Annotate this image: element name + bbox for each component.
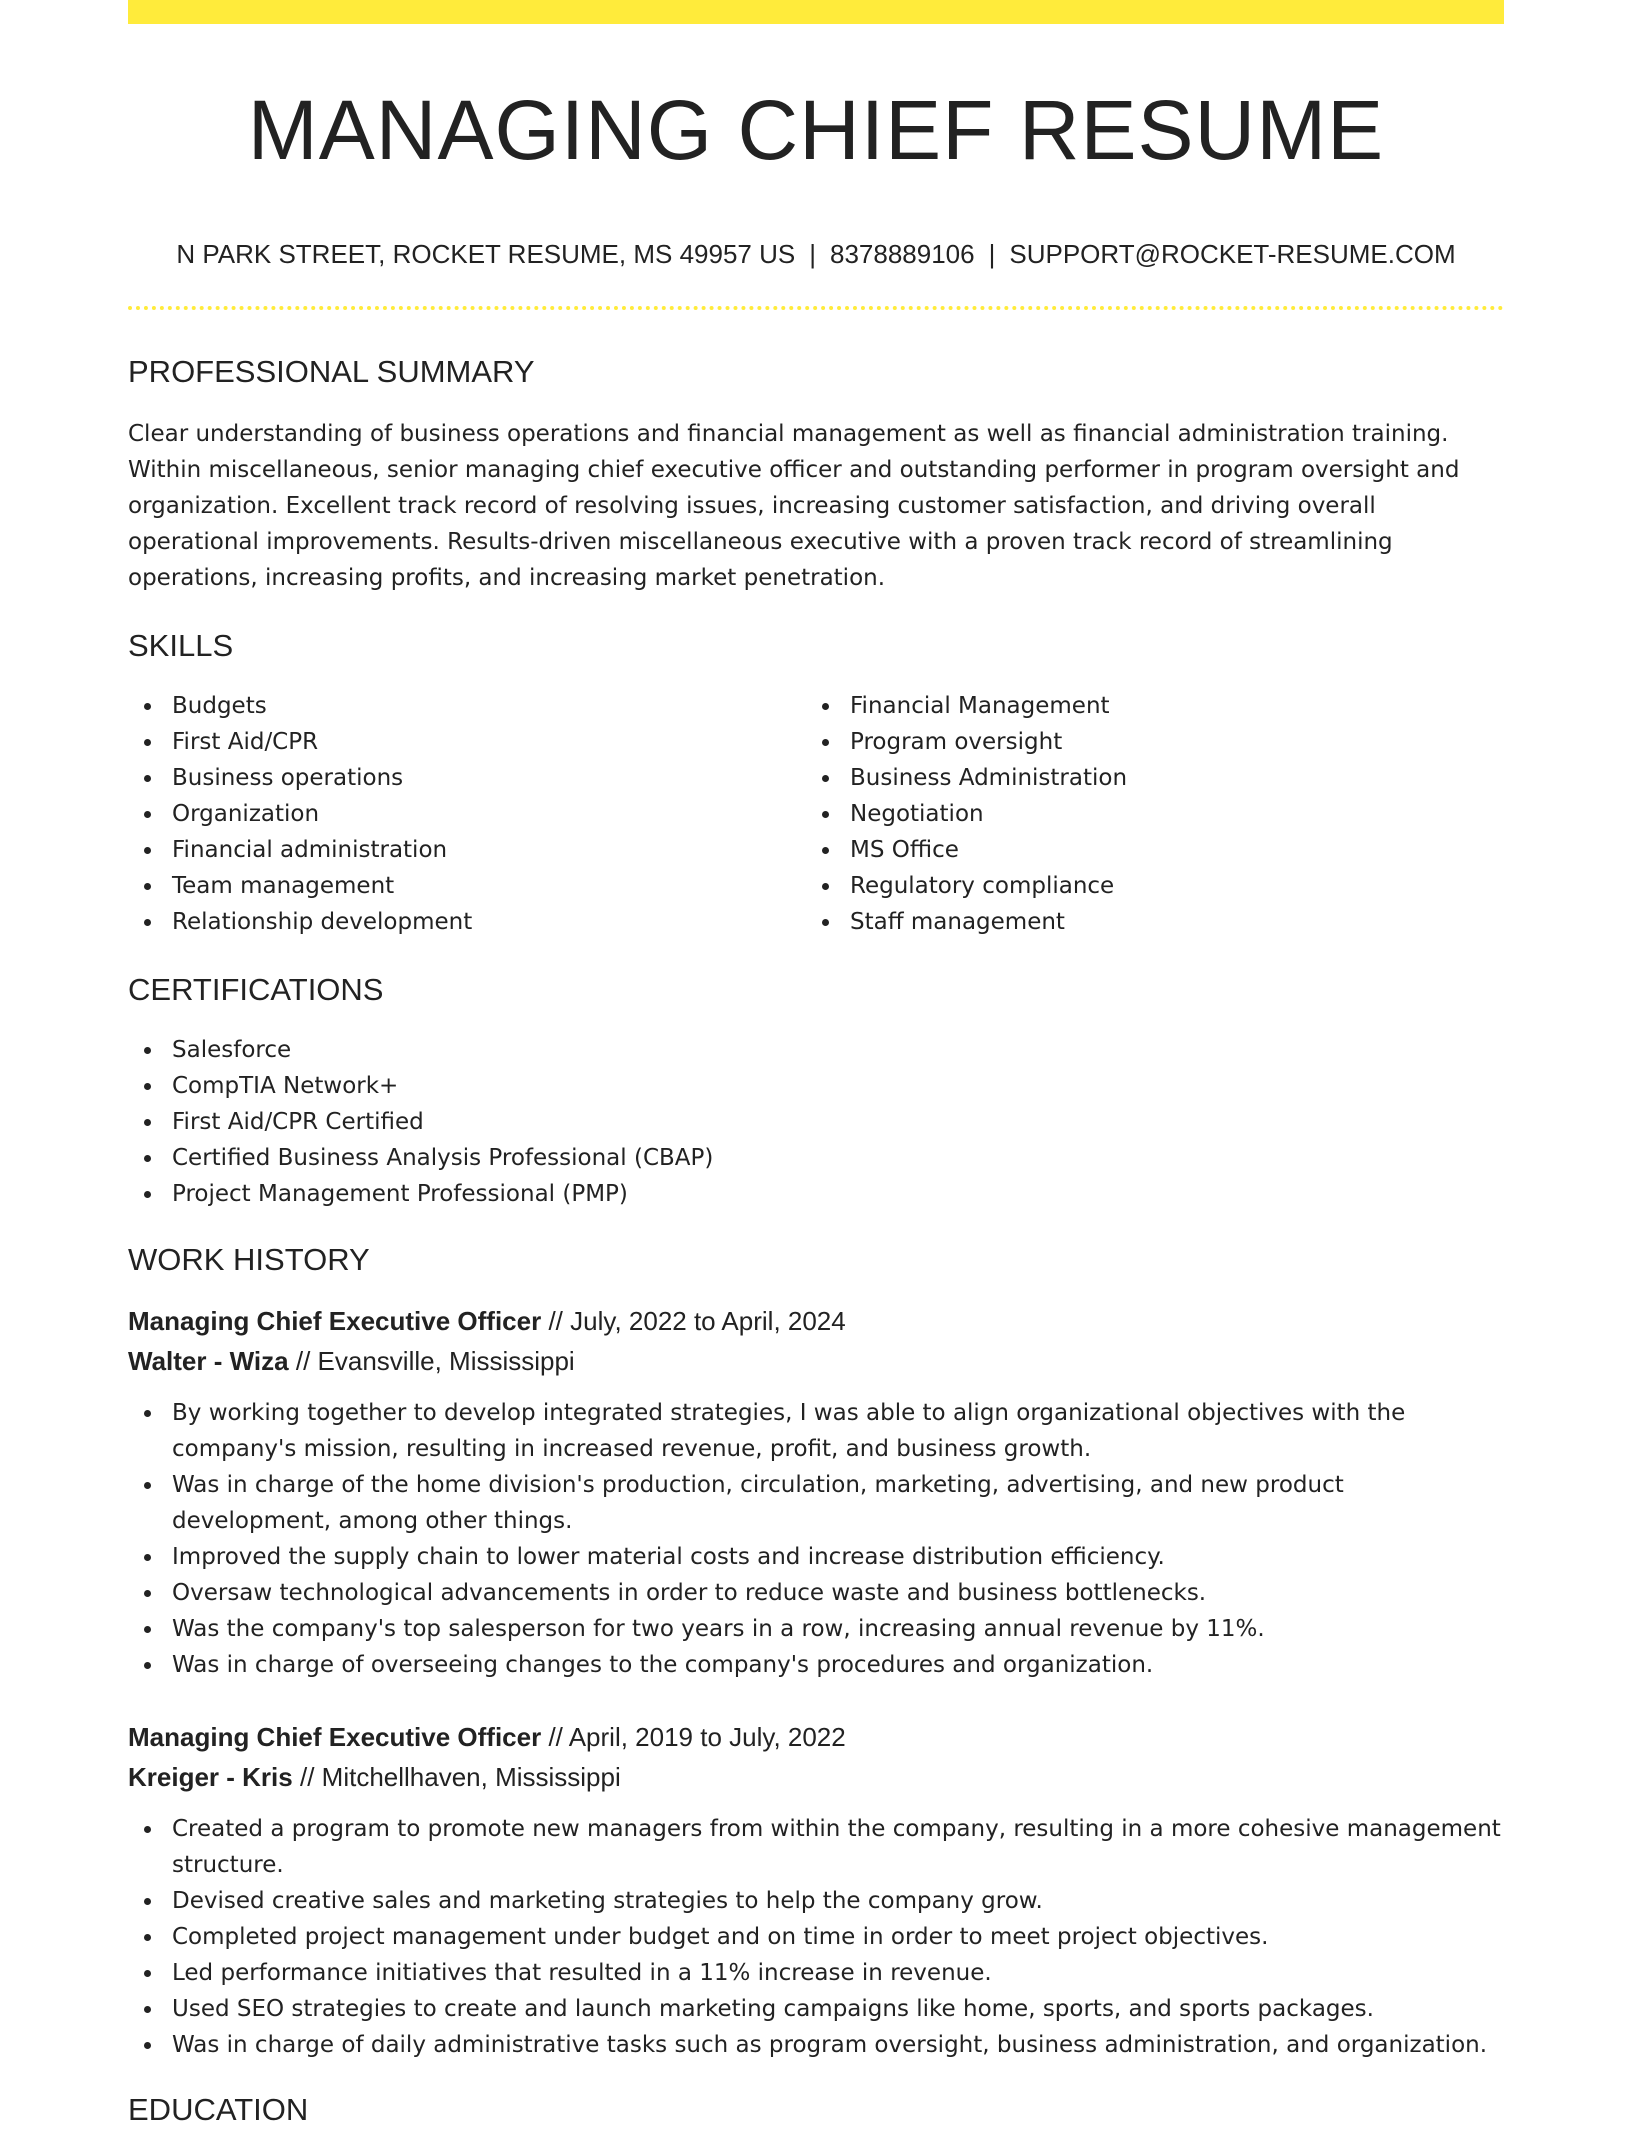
job-company-line bbox=[128, 1757, 1504, 1797]
top-accent-bar bbox=[128, 0, 1504, 24]
job-title-line bbox=[128, 1301, 1504, 1341]
skill-item: Budgets bbox=[128, 688, 768, 724]
job-bullet: Devised creative sales and marketing strategies to help the company grow. bbox=[128, 1883, 1504, 1919]
skills-heading: SKILLS bbox=[128, 628, 234, 663]
contact-phone: 8378889106 bbox=[829, 239, 975, 269]
skill-item: Relationship development bbox=[128, 904, 768, 940]
job-bullet: Was in charge of daily administrative tasks such as program oversight, business administration, and organization. bbox=[128, 2027, 1504, 2063]
skill-item: Regulatory compliance bbox=[806, 868, 1486, 904]
certifications-list bbox=[128, 1032, 1504, 1212]
job-bullet: Was in charge of the home division's production, circulation, marketing, advertising, and new product development, among other things. bbox=[128, 1467, 1504, 1539]
separator: // bbox=[295, 1346, 311, 1376]
skill-item: First Aid/CPR bbox=[128, 724, 768, 760]
certification-item: Salesforce bbox=[128, 1032, 1504, 1068]
contact-line bbox=[128, 236, 1504, 272]
certification-item: Project Management Professional (PMP) bbox=[128, 1176, 1504, 1212]
contact-separator: | bbox=[809, 239, 816, 269]
contact-separator: | bbox=[988, 239, 996, 269]
summary-heading: PROFESSIONAL SUMMARY bbox=[128, 354, 535, 389]
skill-item: Financial Management bbox=[806, 688, 1486, 724]
contact-address: N PARK STREET, ROCKET RESUME, MS 49957 US bbox=[176, 239, 796, 269]
job-bullet: Was in charge of overseeing changes to the company's procedures and organization. bbox=[128, 1647, 1504, 1683]
skills-list-right bbox=[806, 688, 1486, 940]
skill-item: Organization bbox=[128, 796, 768, 832]
job-dates: July, 2022 to April, 2024 bbox=[570, 1306, 846, 1336]
certification-item: First Aid/CPR Certified bbox=[128, 1104, 1504, 1140]
certifications-heading: CERTIFICATIONS bbox=[128, 972, 384, 1007]
skill-item: Business Administration bbox=[806, 760, 1486, 796]
skill-item: Staff management bbox=[806, 904, 1486, 940]
job-company: Kreiger - Kris bbox=[128, 1762, 293, 1792]
skill-item: Program oversight bbox=[806, 724, 1486, 760]
skill-item: Financial administration bbox=[128, 832, 768, 868]
job-company-line bbox=[128, 1341, 1504, 1381]
job-bullet: Was the company's top salesperson for two years in a row, increasing annual revenue by 11%. bbox=[128, 1611, 1504, 1647]
contact-email: SUPPORT@ROCKET-RESUME.COM bbox=[1009, 239, 1456, 269]
skill-item: MS Office bbox=[806, 832, 1486, 868]
job-title: Managing Chief Executive Officer bbox=[128, 1306, 542, 1336]
job-dates: April, 2019 to July, 2022 bbox=[568, 1722, 846, 1752]
separator: // bbox=[548, 1306, 563, 1336]
skill-item: Business operations bbox=[128, 760, 768, 796]
job-bullet: Oversaw technological advancements in order to reduce waste and business bottlenecks. bbox=[128, 1575, 1504, 1611]
resume-title: MANAGING CHIEF RESUME bbox=[247, 83, 1385, 177]
job-bullet: Created a program to promote new managers from within the company, resulting in a more cohesive management structure. bbox=[128, 1811, 1504, 1883]
skill-item: Negotiation bbox=[806, 796, 1486, 832]
education-heading: EDUCATION bbox=[128, 2092, 309, 2127]
work-history-heading: WORK HISTORY bbox=[128, 1242, 370, 1277]
job-bullets bbox=[128, 1395, 1504, 1683]
job-title-line bbox=[128, 1717, 1504, 1757]
certification-item: CompTIA Network+ bbox=[128, 1068, 1504, 1104]
job-bullet: By working together to develop integrated strategies, I was able to align organizational objectives with the company's mission, resulting in increased revenue, profit, and business growth. bbox=[128, 1395, 1504, 1467]
separator: // bbox=[299, 1762, 315, 1792]
separator: // bbox=[548, 1722, 563, 1752]
job-bullet: Used SEO strategies to create and launch marketing campaigns like home, sports, and sports packages. bbox=[128, 1991, 1504, 2027]
job-bullet: Led performance initiatives that resulted in a 11% increase in revenue. bbox=[128, 1955, 1504, 1991]
job-title: Managing Chief Executive Officer bbox=[128, 1722, 542, 1752]
certification-item: Certified Business Analysis Professional (CBAP) bbox=[128, 1140, 1504, 1176]
skill-item: Team management bbox=[128, 868, 768, 904]
skills-list-left bbox=[128, 688, 768, 940]
header-divider bbox=[128, 306, 1504, 310]
summary-text: Clear understanding of business operations and financial management as well as financial administration training. Within miscellaneous, senior managing chief executive officer and outstanding performer in program oversight and organization. Excellent track record of resolving issues, increasing customer satisfaction, and driving overall operational improvements. Results-driven miscellaneous executive with a proven track record of streamlining operations, increasing profits, and increasing market penetration. bbox=[128, 421, 1460, 591]
job-location: Evansville, Mississippi bbox=[317, 1346, 575, 1376]
job-bullet: Completed project management under budget and on time in order to meet project objectives. bbox=[128, 1919, 1504, 1955]
job-bullets bbox=[128, 1811, 1504, 2063]
job-location: Mitchellhaven, Mississippi bbox=[321, 1762, 621, 1792]
job-company: Walter - Wiza bbox=[128, 1346, 289, 1376]
job-bullet: Improved the supply chain to lower material costs and increase distribution efficiency. bbox=[128, 1539, 1504, 1575]
